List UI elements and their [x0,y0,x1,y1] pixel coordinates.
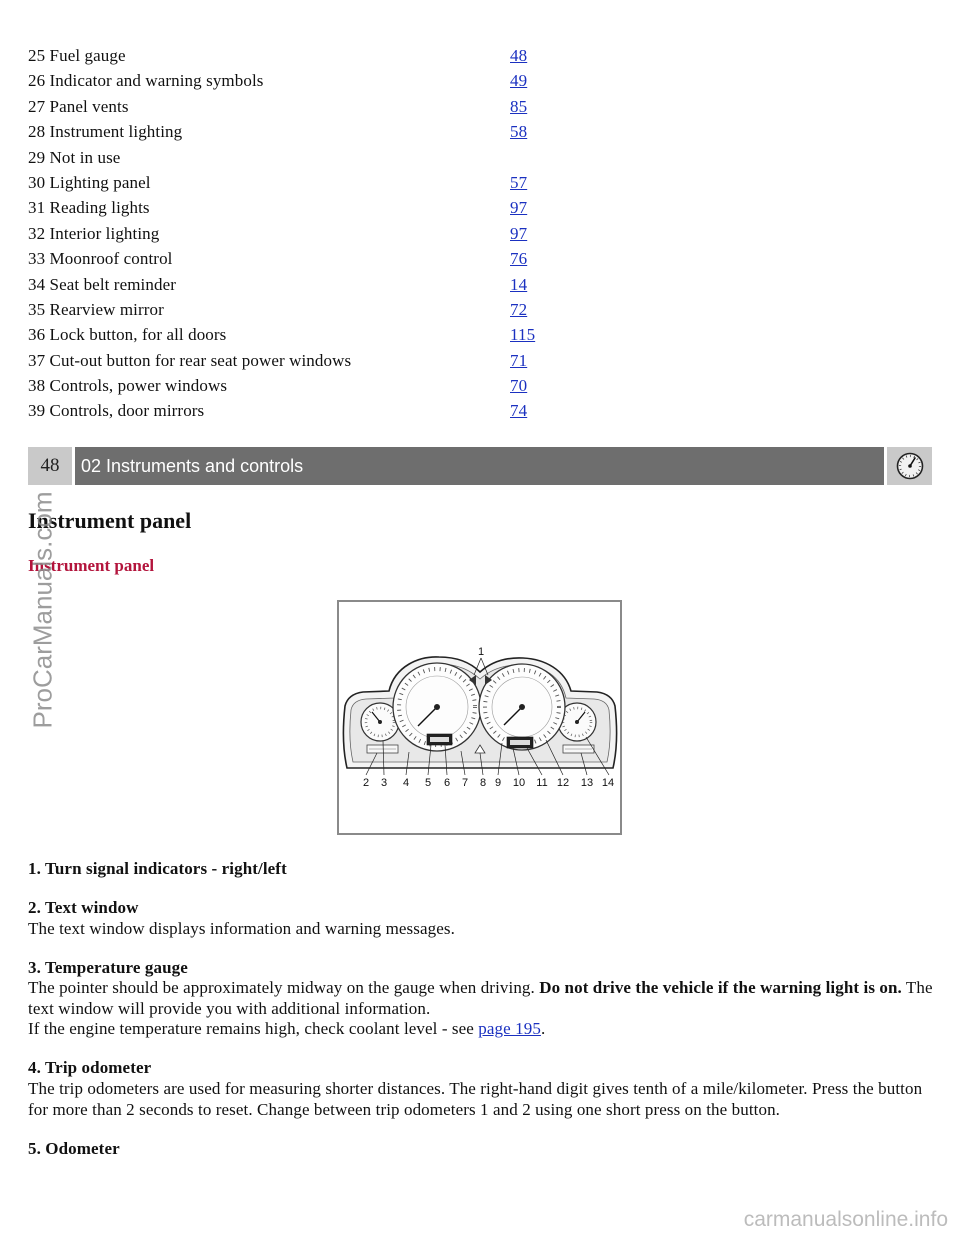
toc-list [28,43,608,424]
callout-number: 13 [580,777,594,789]
item-heading: 4. Trip odometer [28,1058,152,1078]
section-subtitle: Instrument panel [28,556,155,575]
toc-row [28,195,608,220]
page-title: Instrument panel [28,508,192,533]
toc-row-label: 38 Controls, power windows [28,376,228,396]
section-header [28,447,932,485]
footer-watermark: carmanualsonline.info [743,1208,948,1231]
item-heading: 5. Odometer [28,1138,120,1158]
toc-page-link[interactable]: 71 [510,350,528,370]
toc-page-link[interactable]: 14 [510,274,528,294]
toc-row-label: 36 Lock button, for all doors [28,325,227,345]
toc-page-link[interactable]: 97 [510,198,528,218]
side-watermark: ProCarManuals.com [27,491,58,729]
toc-row [28,348,608,373]
callout-number: 7 [461,777,469,789]
toc-page-link[interactable]: 76 [510,249,528,269]
item-heading: 1. Turn signal indicators - right/left [28,859,287,878]
instrument-descriptions [28,859,934,1177]
toc-row [28,373,608,398]
callout-number: 4 [402,777,410,789]
gauge-icon [895,451,925,481]
item-text-part: The text window will provide you with additional information. [28,978,933,1018]
callout-number: 3 [380,777,388,789]
toc-page-link[interactable]: 57 [510,172,528,192]
text-window-left [367,745,398,753]
instrument-panel-illustration [339,602,620,833]
toc-row-label: 28 Instrument lighting [28,122,183,142]
item-text-part: If the engine temperature remains high, check coolant level - see [28,1019,479,1039]
section-icon-box [887,447,932,485]
item-heading: 3. Temperature gauge [28,957,188,977]
toc-row-label: 35 Rearview mirror [28,299,164,319]
description-item [28,1139,934,1160]
warning-text: Do not drive the vehicle if the warning light is on. [539,978,902,998]
item-text-part: The pointer should be approximately midway on the gauge when driving. [28,978,540,998]
item-heading: 2. Text window [28,897,139,917]
toc-row-label: 37 Cut-out button for rear seat power windows [28,350,352,370]
toc-row-label: 31 Reading lights [28,198,150,218]
description-item [28,1058,934,1120]
item-text-part: . [540,1019,546,1039]
toc-page-link[interactable]: 70 [510,376,528,396]
section-title: 02 Instruments and controls [75,447,884,485]
toc-row [28,43,608,68]
callout-number: 12 [556,777,570,789]
toc-row-label: 30 Lighting panel [28,172,151,192]
toc-row-label: 34 Seat belt reminder [28,274,176,294]
toc-row [28,68,608,93]
callout-number: 9 [494,777,502,789]
description-item [28,958,934,1040]
toc-row-label: 25 Fuel gauge [28,46,126,65]
toc-row [28,246,608,271]
callout-number: 14 [601,777,615,789]
toc-row [28,221,608,246]
callout-number: 11 [536,777,548,789]
description-item [28,898,934,939]
item-text: The trip odometers are used for measuring shorter distances. The right-hand digit gives tenth of a mile/kilometer. Press the button for more than 2 seconds to reset. Change between trip odometers 1 and 2 using one short press on the button. [28,1078,923,1119]
odometer-display [427,734,452,745]
toc-row-label: 39 Controls, door mirrors [28,401,205,421]
page-reference-link[interactable]: page 195 [478,1019,541,1039]
toc-page-link[interactable]: 58 [510,122,528,142]
callout-number: 6 [443,777,451,789]
toc-row-label: 33 Moonroof control [28,249,173,269]
callout-number: 5 [424,777,432,789]
callout-number: 8 [479,777,487,789]
toc-row [28,145,608,170]
toc-row [28,297,608,322]
callout-numbers [363,777,614,789]
toc-page-link[interactable]: 48 [510,46,528,65]
clock-display [507,737,533,748]
toc-row [28,322,608,347]
toc-row [28,119,608,144]
toc-row [28,94,608,119]
callout-number: 1 [477,646,485,658]
toc-row [28,272,608,297]
toc-page-link[interactable]: 49 [510,71,528,91]
toc-page-link[interactable]: 72 [510,299,528,319]
item-text [28,978,934,1040]
toc-row-label: 32 Interior lighting [28,223,160,243]
toc-row [28,398,608,423]
toc-row-label: 26 Indicator and warning symbols [28,71,264,91]
description-item [28,859,934,880]
toc-row [28,170,608,195]
toc-page-link[interactable]: 85 [510,96,528,116]
toc-row-label: 27 Panel vents [28,96,129,116]
toc-page-link[interactable]: 97 [510,223,528,243]
callout-number: 2 [362,777,370,789]
section-page-number: 48 [28,447,72,485]
callout-number: 10 [512,777,526,789]
item-text: The text window displays information and warning messages. [28,918,455,938]
text-window-right [563,745,594,753]
instrument-panel-figure [337,600,622,835]
toc-page-link[interactable]: 115 [510,325,536,345]
toc-page-link[interactable]: 74 [510,401,528,421]
toc-row-label: 29 Not in use [28,147,121,167]
